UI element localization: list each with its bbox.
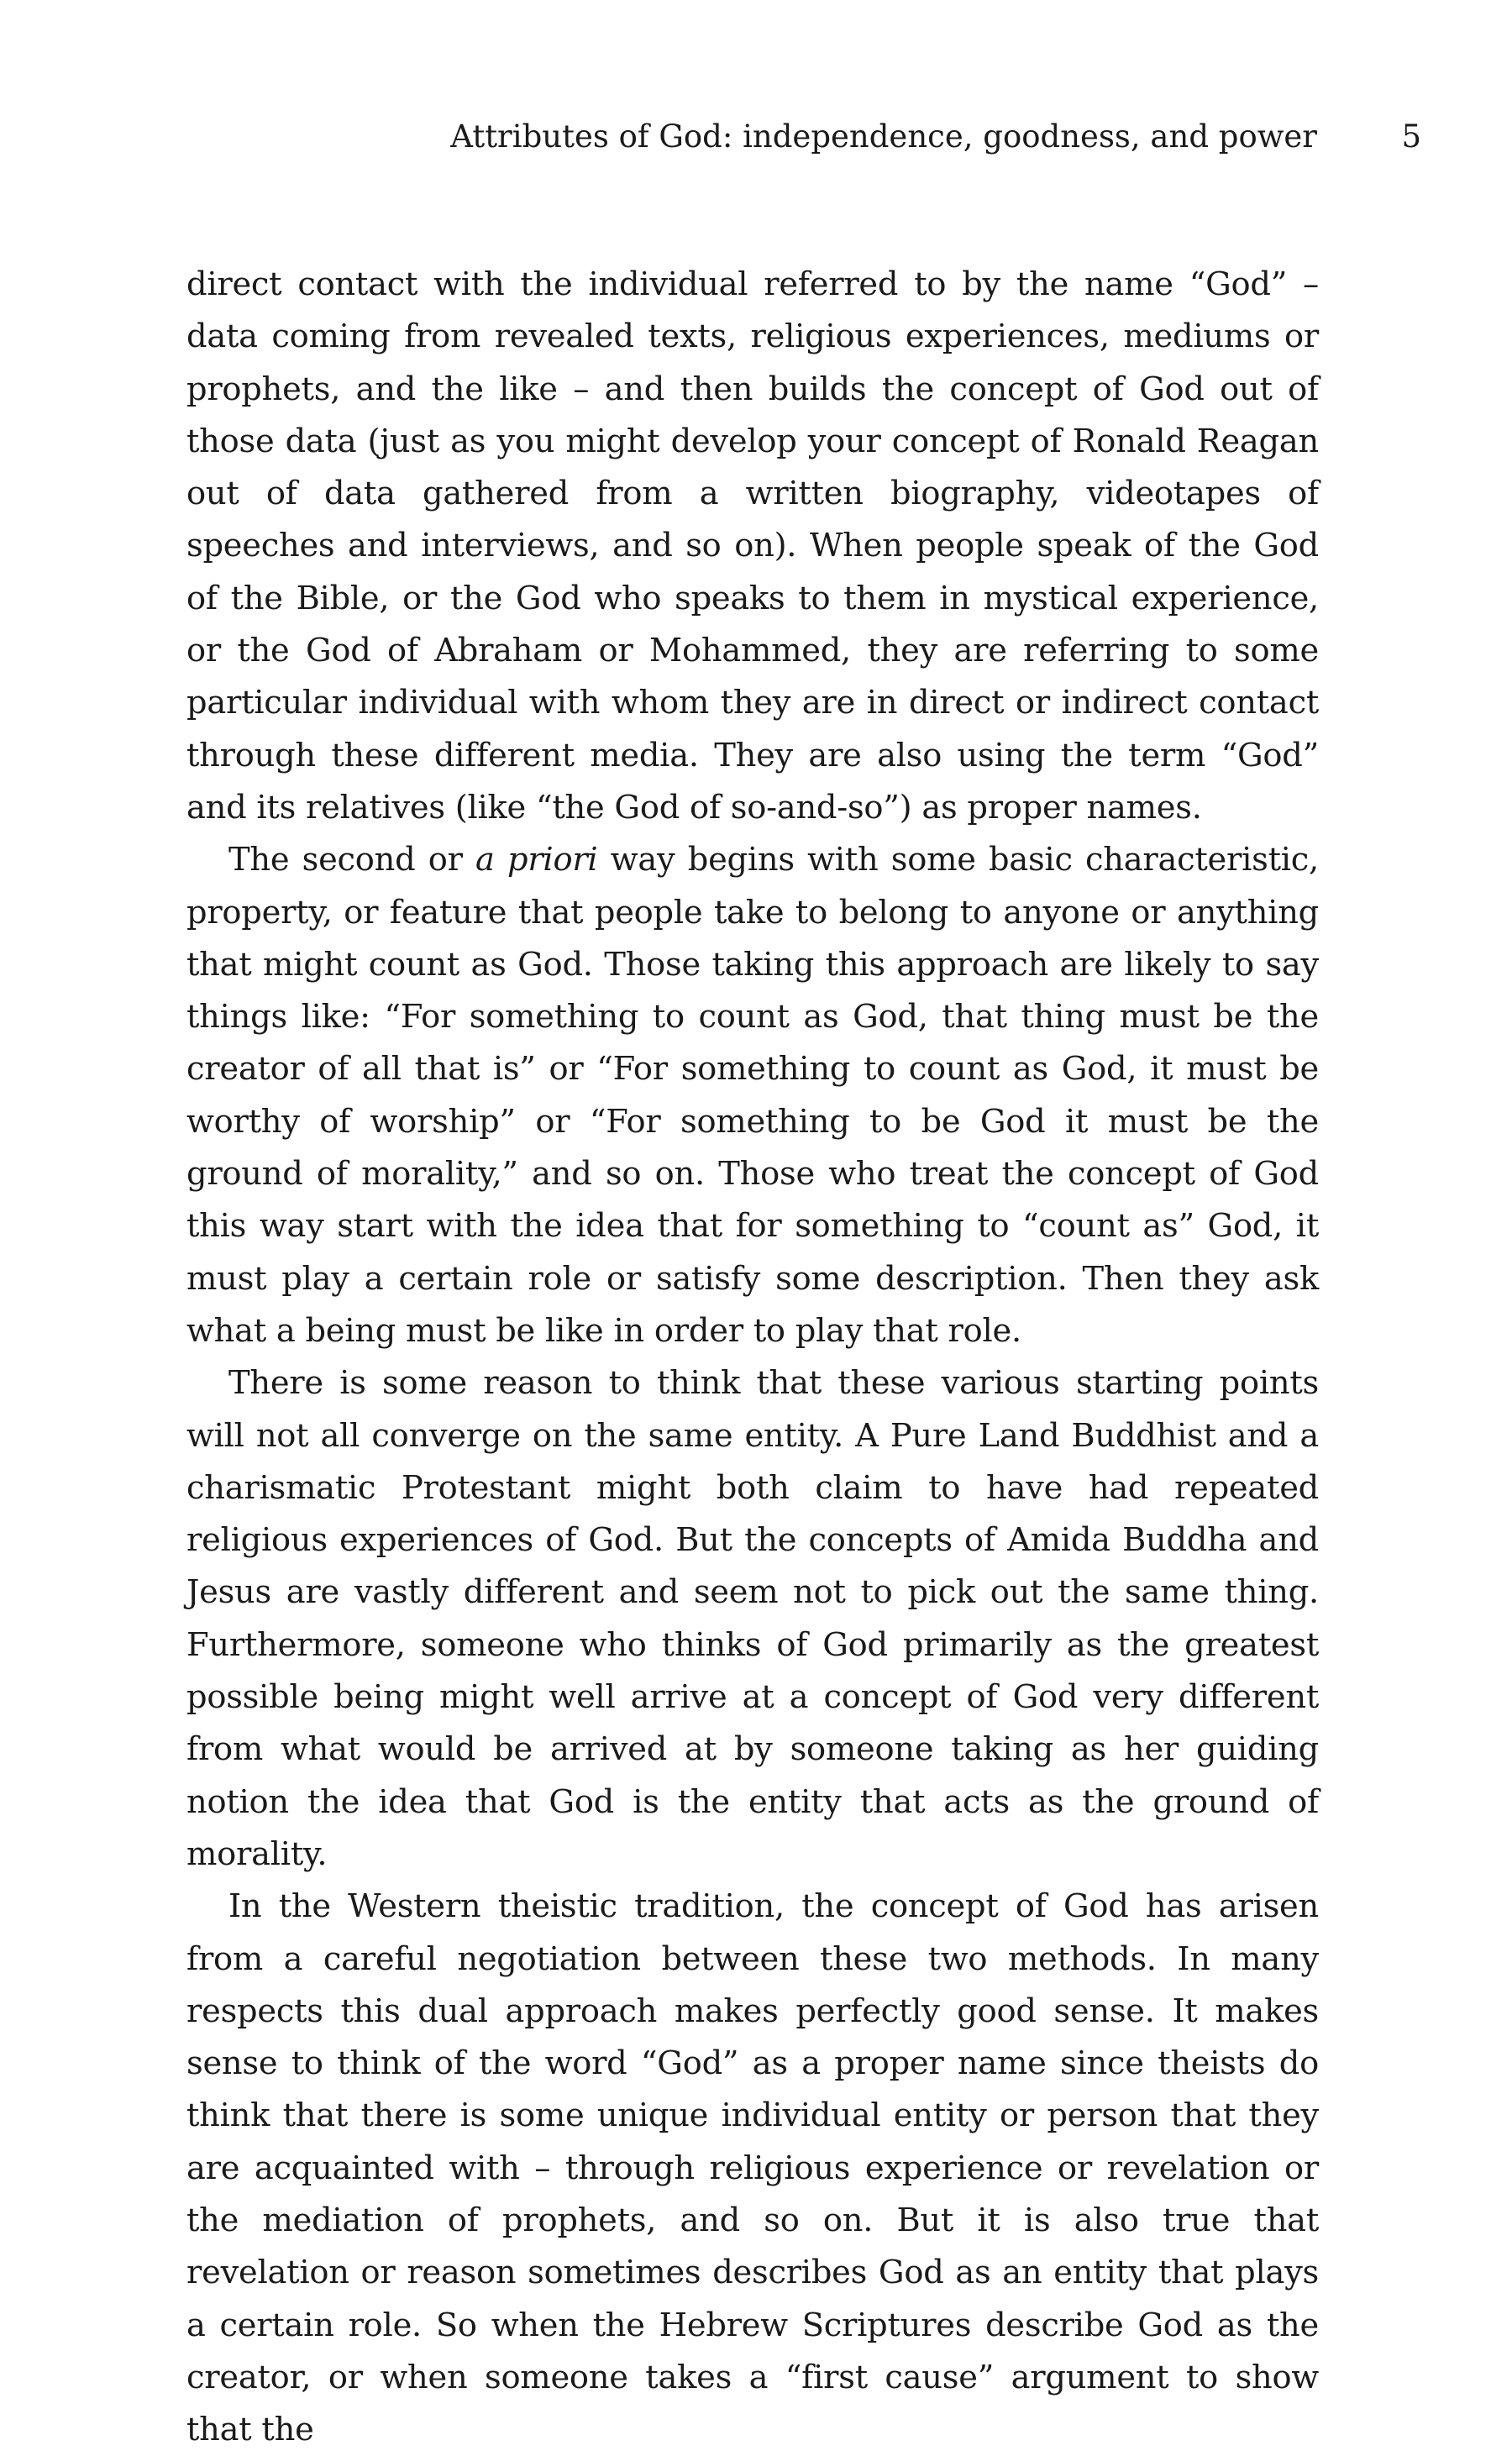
paragraph-3: There is some reason to think that these various starting points will not all converge on the same entity. A Pure Land Buddhist and a charismatic Protestant might both claim to have had repeated religious experiences of God. But the concepts of Amida Buddha and Jesus are vastly different and seem not to pick out the same thing. Furthermore, someone who thinks of God primarily as the greatest possible being might well arrive at a concept of God very different from what would be arrived at by someone taking as her guiding notion the idea that God is the entity that acts as the ground of morality.	[186, 1364, 1319, 1873]
paragraph-2	[186, 834, 1319, 1357]
running-head	[0, 116, 1512, 158]
running-title: Attributes of God: independence, goodness, and power	[450, 118, 1317, 155]
page-number: 5	[1401, 118, 1421, 155]
paragraph-1: direct contact with the individual referred to by the name “God” – data coming from revealed texts, religious experiences, mediums or prophets, and the like – and then builds the concept of God out of those data (just as you might develop your concept of Ronald Reagan out of data gathered from a written biography, videotapes of speeches and interviews, and so on). When people speak of the God of the Bible, or the God who speaks to them in mystical experience, or the God of Abraham or Mohammed, they are referring to some particular individual with whom they are in direct or indirect contact through these different media. They are also using the term “God” and its relatives (like “the God of so-and-so”) as proper names.	[186, 265, 1319, 827]
paragraph-4: In the Western theistic tradition, the concept of God has arisen from a careful negotiation between these two methods. In many respects this dual approach makes perfectly good sense. It makes sense to think of the word “God” as a proper name since theists do think that there is some unique individual entity or person that they are acquainted with – through religious experience or revelation or the mediation of prophets, and so on. But it is also true that revelation or reason sometimes describes God as an entity that plays a certain role. So when the Hebrew Scriptures describe God as the creator, or when someone takes a “first cause” argument to show that the	[186, 1887, 1319, 2449]
a-priori-emphasis: a priori	[475, 841, 598, 879]
paragraph-2-lead: The second or	[228, 841, 476, 879]
paragraph-2-rest: way begins with some basic characteristic, property, or feature that people take to belong to anyone or anything that might count as God. Those taking this approach are likely to say things like: “For something to count as God, that thing must be the creator of all that is” or “For something to count as God, it must be worthy of worship” or “For something to be God it must be the ground of morality,” and so on. Those who treat the concept of God this way start with the idea that for something to “count as” God, it must play a certain role or satisfy some description. Then they ask what a being must be like in order to play that role.	[186, 841, 1319, 1350]
body-text	[186, 259, 1319, 2456]
